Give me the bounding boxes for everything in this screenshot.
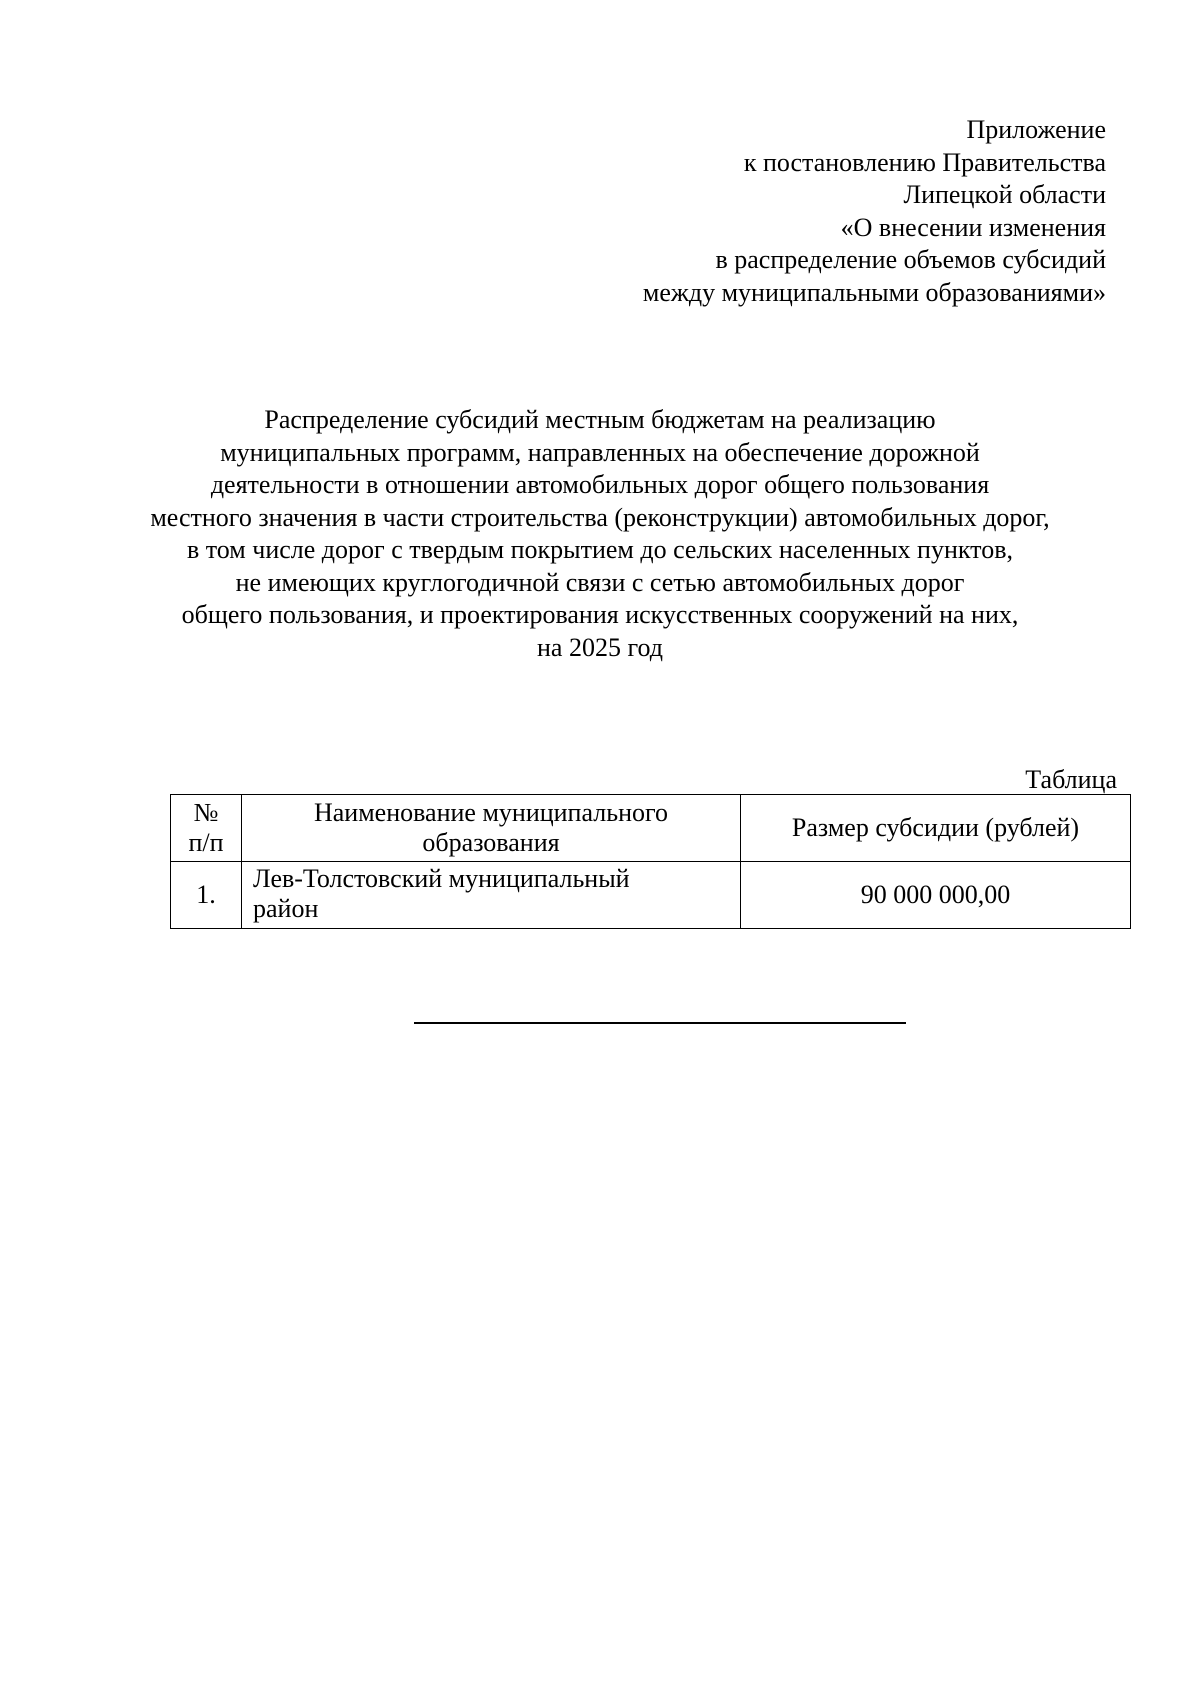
title-line: местного значения в части строительства (реконструкции) автомобильных дорог, <box>150 502 1050 532</box>
header-number-line: п/п <box>188 828 224 857</box>
header-name <box>242 795 741 862</box>
appendix-line: Липецкой области <box>903 180 1106 209</box>
title-line: на 2025 год <box>537 632 663 662</box>
closing-divider <box>414 1022 906 1024</box>
title-line: не имеющих круглогодичной связи с сетью автомобильных дорог <box>235 567 965 597</box>
header-sum: Размер субсидии (рублей) <box>741 795 1131 862</box>
title-line: муниципальных программ, направленных на обеспечение дорожной <box>220 437 980 467</box>
title-line: в том числе дорог с твердым покрытием до сельских населенных пунктов, <box>187 535 1013 564</box>
appendix-block <box>643 114 1106 309</box>
cell-name-line: Лев-Толстовский муниципальный <box>253 864 630 893</box>
subsidy-table <box>170 794 1131 929</box>
appendix-line: Приложение <box>966 115 1106 144</box>
header-number-line: № <box>193 798 219 827</box>
header-number <box>171 795 242 862</box>
appendix-line: «О внесении изменения <box>840 212 1106 242</box>
header-name-line: Наименование муниципального <box>313 798 669 827</box>
appendix-line: к постановлению Правительства <box>743 147 1106 177</box>
document-title <box>0 404 1200 664</box>
table-header-row <box>171 795 1131 862</box>
cell-sum: 90 000 000,00 <box>741 862 1131 929</box>
appendix-line: в распределение объемов субсидий <box>715 245 1106 274</box>
cell-number: 1. <box>171 862 242 929</box>
table-row <box>171 862 1131 929</box>
header-name-line: образования <box>422 828 560 857</box>
title-line: Распределение субсидий местным бюджетам на реализацию <box>264 405 936 434</box>
title-line: деятельности в отношении автомобильных дорог общего пользования <box>210 470 990 499</box>
title-line: общего пользования, и проектирования искусственных сооружений на них, <box>181 600 1019 629</box>
cell-name-line: район <box>253 894 319 923</box>
cell-name <box>242 862 741 929</box>
appendix-line: между муниципальными образованиями» <box>642 277 1106 307</box>
table-caption: Таблица <box>1025 765 1117 794</box>
